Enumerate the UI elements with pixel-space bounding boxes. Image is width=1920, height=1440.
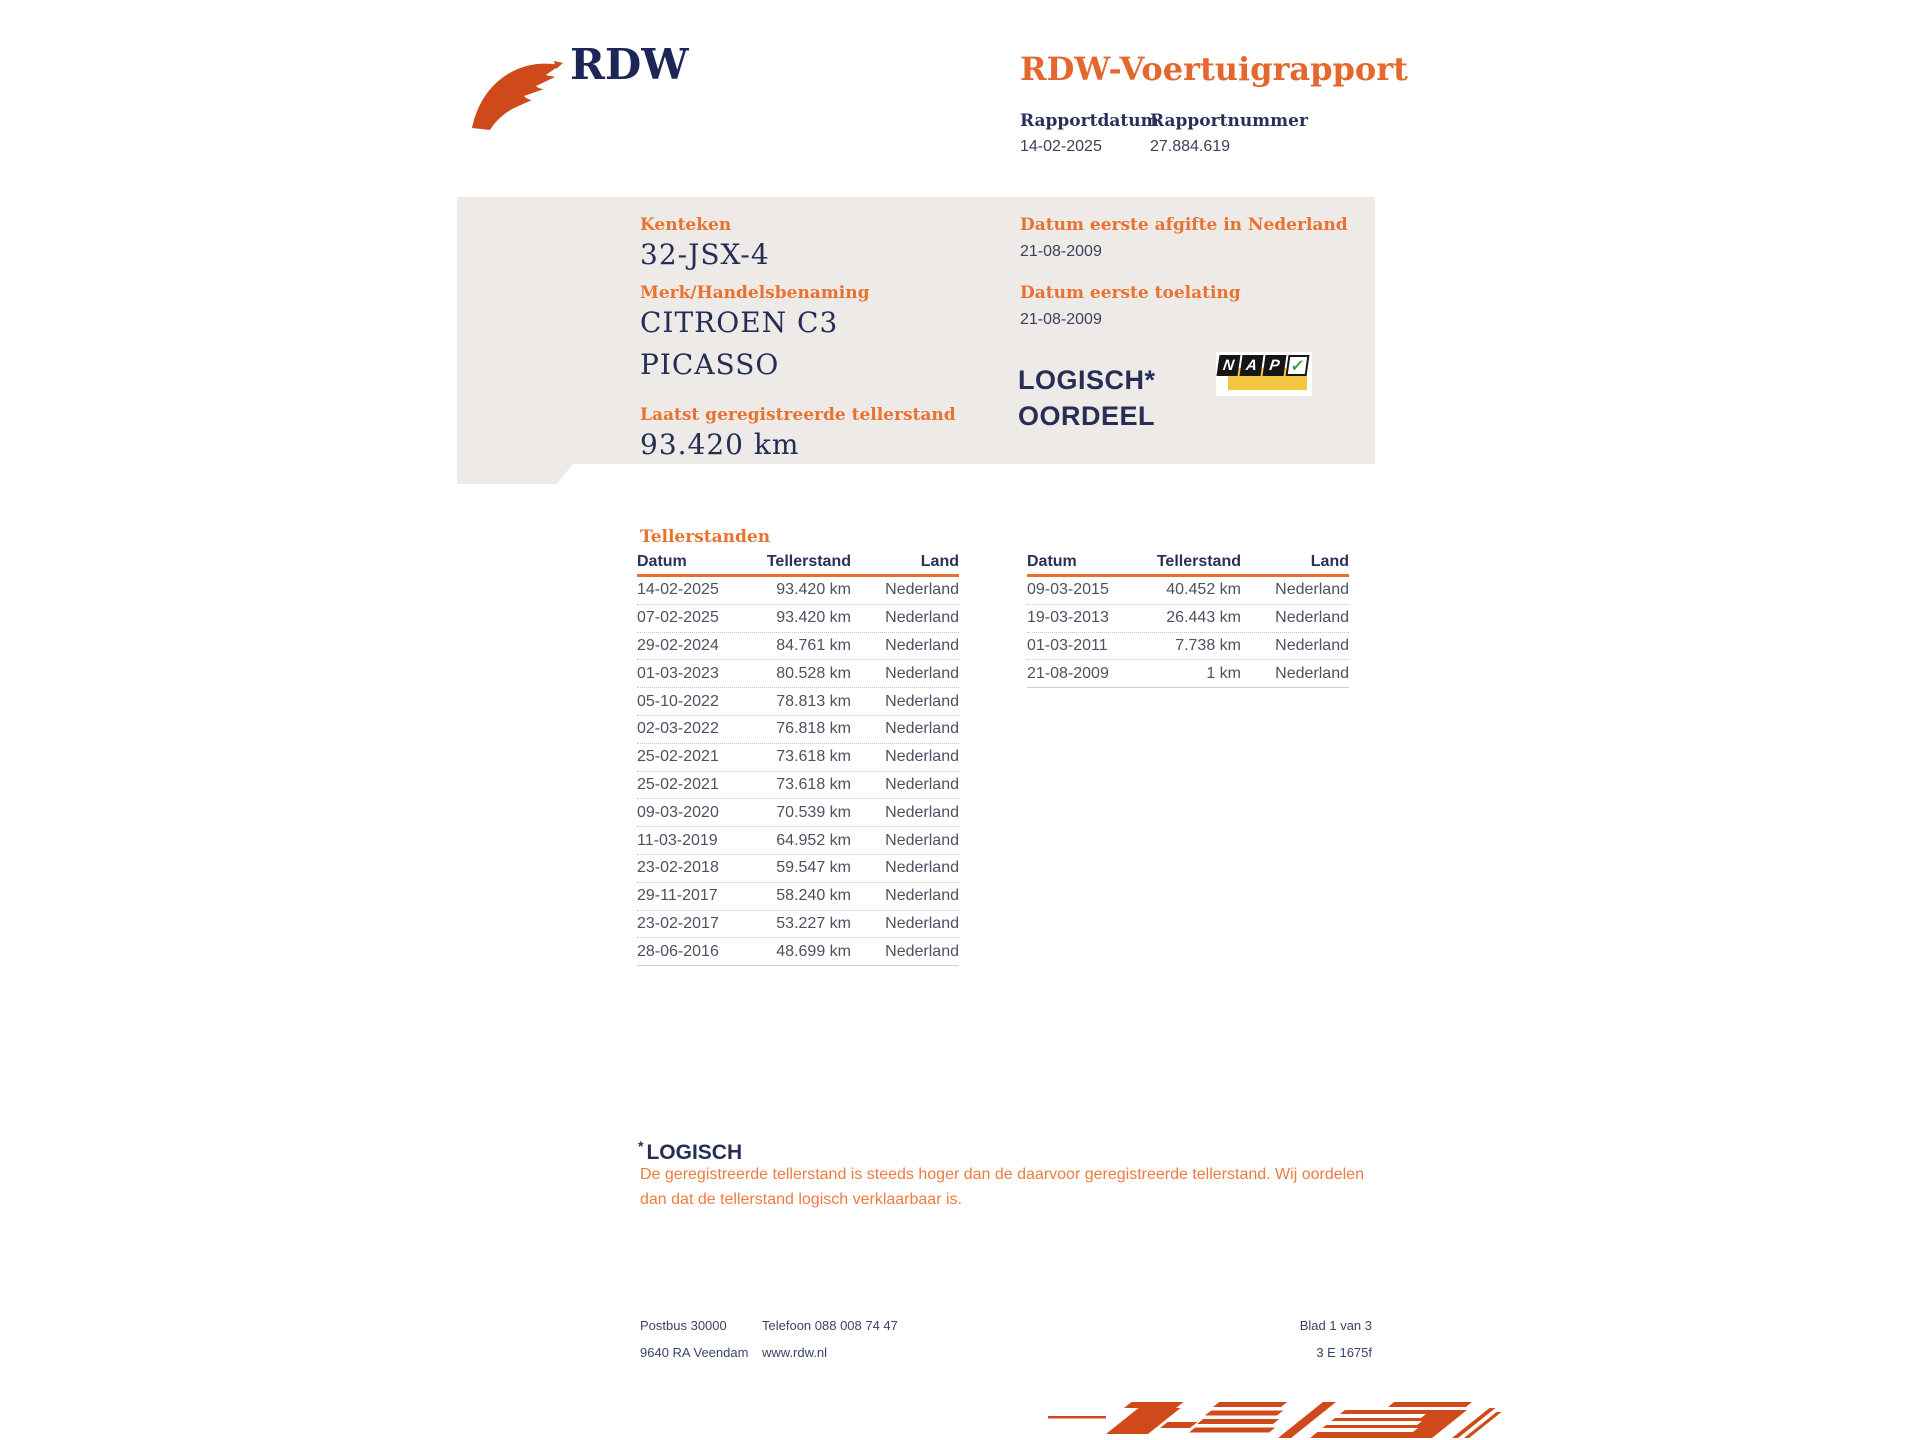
column-header: Datum: [1027, 553, 1077, 570]
nap-letter-a: A: [1240, 355, 1264, 376]
cell-datum: 05-10-2022: [637, 692, 719, 710]
tellerstanden-section-title: Tellerstanden: [640, 527, 771, 547]
nap-letter-p: P: [1263, 355, 1287, 376]
cell-land: Nederland: [1275, 636, 1349, 654]
footer-phone: Telefoon 088 008 74 47: [762, 1318, 898, 1333]
cell-land: Nederland: [885, 831, 959, 849]
cell-tellerstand: 70.539 km: [776, 803, 851, 821]
cell-tellerstand: 93.420 km: [776, 609, 851, 627]
column-header: Land: [920, 553, 959, 570]
table-row: [637, 883, 959, 911]
cell-tellerstand: 80.528 km: [776, 664, 851, 682]
cell-datum: 01-03-2023: [637, 664, 719, 682]
rdw-stripes-decoration: [1048, 1402, 1508, 1440]
cell-datum: 25-02-2021: [637, 748, 719, 766]
cell-datum: 14-02-2025: [637, 581, 719, 599]
toelating-value: 21-08-2009: [1020, 311, 1102, 328]
cell-tellerstand: 26.443 km: [1166, 609, 1241, 627]
table-row: [637, 605, 959, 633]
summary-panel-tab: [457, 464, 573, 484]
rdw-wordmark: RDW: [570, 40, 689, 89]
afgifte-value: 21-08-2009: [1020, 243, 1102, 260]
cell-land: Nederland: [885, 609, 959, 627]
table-row: [637, 633, 959, 661]
cell-datum: 29-02-2024: [637, 636, 719, 654]
table-row: [1027, 633, 1349, 661]
cell-tellerstand: 1 km: [1206, 664, 1241, 682]
cell-tellerstand: 53.227 km: [776, 914, 851, 932]
tellerstand-value: 93.420 km: [640, 428, 800, 461]
cell-tellerstand: 7.738 km: [1175, 636, 1241, 654]
cell-tellerstand: 76.818 km: [776, 720, 851, 738]
cell-tellerstand: 48.699 km: [776, 942, 851, 960]
report-date-label: Rapportdatum: [1020, 111, 1159, 131]
cell-tellerstand: 73.618 km: [776, 775, 851, 793]
footer-doc-code: 3 E 1675f: [1316, 1345, 1372, 1360]
cell-tellerstand: 78.813 km: [776, 692, 851, 710]
cell-datum: 25-02-2021: [637, 775, 719, 793]
logisch-heading: [638, 1138, 742, 1165]
cell-tellerstand: 73.618 km: [776, 748, 851, 766]
report-date-block: [1020, 111, 1159, 156]
column-header: Tellerstand: [766, 553, 851, 570]
cell-datum: 23-02-2018: [637, 859, 719, 877]
footer-address-line1: Postbus 30000: [640, 1318, 727, 1333]
cell-datum: 29-11-2017: [637, 887, 718, 905]
cell-land: Nederland: [885, 914, 959, 932]
cell-tellerstand: 59.547 km: [776, 859, 851, 877]
merk-label: Merk/Handelsbenaming: [640, 283, 870, 303]
cell-land: Nederland: [885, 720, 959, 738]
cell-datum: 09-03-2020: [637, 803, 719, 821]
logisch-explanation: De geregistreerde tellerstand is steeds hoger dan de daarvoor geregistreerde tellerstand. Wij oordelen dan dat de tellerstand logisch verklaarbaar is.: [640, 1166, 1364, 1208]
cell-land: Nederland: [885, 775, 959, 793]
cell-land: Nederland: [1275, 664, 1349, 682]
nap-logo-letters: [1218, 355, 1310, 376]
footer-website: www.rdw.nl: [762, 1345, 828, 1360]
column-header: Datum: [637, 553, 687, 570]
table-row: [637, 577, 959, 605]
cell-land: Nederland: [1275, 609, 1349, 627]
cell-land: Nederland: [885, 692, 959, 710]
page-title: RDW-Voertuigrapport: [1020, 50, 1408, 88]
table-row: [637, 744, 959, 772]
nap-logo: [1216, 352, 1312, 396]
cell-datum: 02-03-2022: [637, 720, 719, 738]
cell-tellerstand: 64.952 km: [776, 831, 851, 849]
cell-datum: 11-03-2019: [637, 831, 718, 849]
table-row: [1027, 577, 1349, 605]
kenteken-value: 32-JSX-4: [640, 238, 770, 271]
cell-land: Nederland: [885, 942, 959, 960]
footer-page-indicator: Blad 1 van 3: [1299, 1318, 1372, 1333]
cell-datum: 07-02-2025: [637, 609, 719, 627]
nap-letter-n: N: [1217, 355, 1241, 376]
report-number-block: [1150, 111, 1308, 156]
cell-land: Nederland: [885, 803, 959, 821]
table-row: [637, 855, 959, 883]
table-row: [1027, 660, 1349, 688]
table-row: [637, 911, 959, 939]
table-row: [637, 772, 959, 800]
cell-tellerstand: 93.420 km: [776, 581, 851, 599]
table-row: [637, 938, 959, 966]
oordeel-line1: LOGISCH*: [1018, 365, 1156, 395]
odometer-table-left: [637, 553, 959, 966]
tellerstand-label: Laatst geregistreerde tellerstand: [640, 405, 956, 425]
cell-land: Nederland: [885, 664, 959, 682]
report-number-label: Rapportnummer: [1150, 111, 1308, 131]
table-row: [637, 688, 959, 716]
logisch-title-text: LOGISCH: [646, 1141, 743, 1164]
cell-land: Nederland: [885, 859, 959, 877]
cell-datum: 19-03-2013: [1027, 609, 1109, 627]
oordeel-verdict: [1018, 362, 1156, 434]
table-header-row: [1027, 553, 1349, 577]
toelating-label: Datum eerste toelating: [1020, 283, 1241, 303]
report-number-value: 27.884.619: [1150, 138, 1231, 155]
table-row: [1027, 605, 1349, 633]
cell-tellerstand: 84.761 km: [776, 636, 851, 654]
cell-datum: 28-06-2016: [637, 942, 719, 960]
odometer-table-right: [1027, 553, 1349, 688]
column-header: Tellerstand: [1156, 553, 1241, 570]
rdw-logo-icon: [468, 58, 564, 132]
kenteken-label: Kenteken: [640, 215, 732, 235]
cell-land: Nederland: [885, 636, 959, 654]
footer-address-line2: 9640 RA Veendam: [640, 1345, 749, 1360]
table-header-row: [637, 553, 959, 577]
cell-tellerstand: 40.452 km: [1166, 581, 1241, 599]
table-row: [637, 799, 959, 827]
logisch-asterisk: *: [638, 1138, 644, 1154]
cell-datum: 09-03-2015: [1027, 581, 1109, 599]
cell-tellerstand: 58.240 km: [776, 887, 851, 905]
merk-value-line1: CITROEN C3: [640, 306, 839, 339]
cell-land: Nederland: [885, 887, 959, 905]
cell-datum: 01-03-2011: [1027, 636, 1108, 654]
cell-datum: 23-02-2017: [637, 914, 719, 932]
nap-checkmark-icon: ✓: [1286, 355, 1310, 376]
column-header: Land: [1310, 553, 1349, 570]
cell-land: Nederland: [1275, 581, 1349, 599]
cell-land: Nederland: [885, 581, 959, 599]
report-date-value: 14-02-2025: [1020, 138, 1102, 155]
cell-land: Nederland: [885, 748, 959, 766]
merk-value-line2: PICASSO: [640, 348, 780, 381]
cell-datum: 21-08-2009: [1027, 664, 1109, 682]
table-row: [637, 716, 959, 744]
afgifte-label: Datum eerste afgifte in Nederland: [1020, 215, 1348, 235]
table-row: [637, 660, 959, 688]
table-row: [637, 827, 959, 855]
oordeel-line2: OORDEEL: [1018, 401, 1156, 431]
